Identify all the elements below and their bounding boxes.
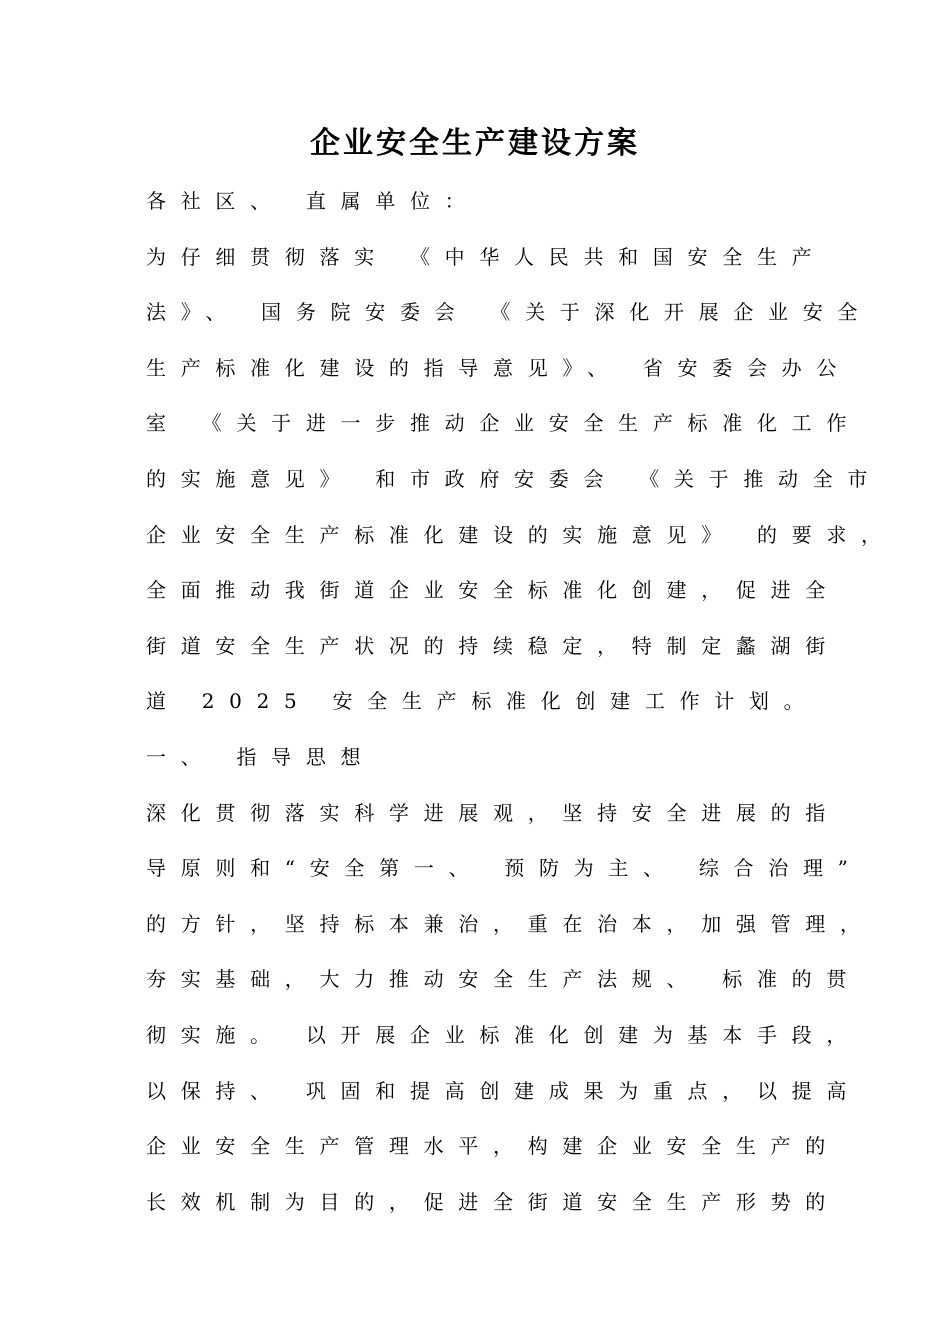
body-line: 的实施意见》 和市政府安委会 《关于推动全市 <box>146 466 883 491</box>
body-line: 为仔细贯彻落实 《中华人民共和国安全生产 <box>146 244 827 269</box>
body-line: 企业安全生产管理水平，构建企业安全生产的 <box>146 1134 840 1159</box>
body-line: 夯实基础，大力推动安全生产法规、 标准的贯 <box>146 967 862 992</box>
body-line: 导原则和“安全第一、 预防为主、 综合治理” <box>146 856 863 881</box>
body-line: 的方针，坚持标本兼治，重在治本，加强管理， <box>146 911 875 936</box>
body-line: 生产标准化建设的指导意见》、 省安委会办公 <box>146 355 852 380</box>
body-line: 室 《关于进一步推动企业安全生产标准化工作 <box>146 411 862 436</box>
body-line: 企业安全生产标准化建设的实施意见》 的要求， <box>146 522 896 547</box>
body-line: 深化贯彻落实科学进展观，坚持安全进展的指 <box>146 800 840 825</box>
body-line: 各社区、 直属单位： <box>146 189 480 213</box>
body-line: 以保持、 巩固和提高创建成果为重点，以提高 <box>146 1078 862 1103</box>
section-heading: 一、 指导思想 <box>146 744 376 769</box>
body-line: 道 2025 安全生产标准化创建工作计划。 <box>146 689 819 714</box>
body-line: 长效机制为目的，促进全街道安全生产形势的 <box>146 1189 840 1214</box>
body-line: 彻实施。 以开展企业标准化创建为基本手段， <box>146 1022 862 1047</box>
document-body <box>146 181 896 1237</box>
body-line: 街道安全生产状况的持续稳定，特制定蠡湖街 <box>146 633 840 658</box>
body-line: 法》、 国务院安委会 《关于深化开展企业安全 <box>146 300 873 325</box>
body-line: 全面推动我街道企业安全标准化创建，促进全 <box>146 578 840 603</box>
document-title: 企业安全生产建设方案 <box>310 126 640 161</box>
